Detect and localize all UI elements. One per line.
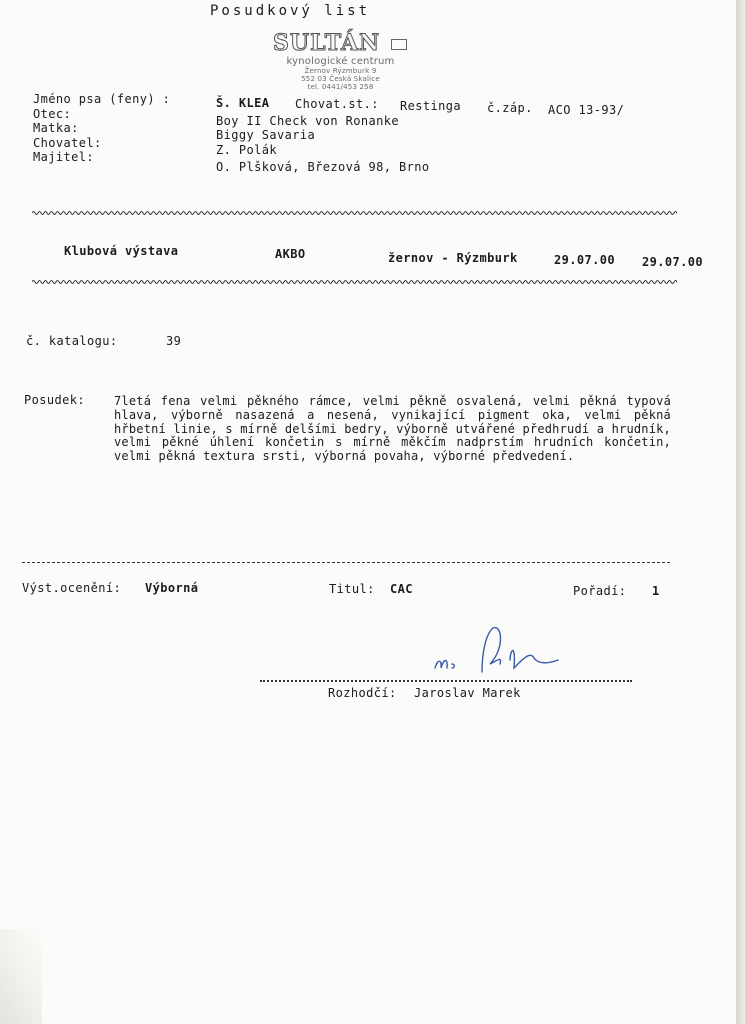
catalog-number: 39 bbox=[166, 334, 182, 348]
show-club: AKBO bbox=[275, 247, 306, 261]
rank-label: Pořadí: bbox=[573, 584, 627, 598]
judge-name: Jaroslav Marek bbox=[414, 686, 521, 700]
registration-label: č.záp. bbox=[487, 101, 533, 115]
dam-value: Biggy Savaria bbox=[216, 128, 316, 142]
judge-signature bbox=[430, 620, 570, 680]
dog-name-label: Jméno psa (feny) : bbox=[33, 92, 171, 106]
title-label: Titul: bbox=[329, 582, 375, 596]
title-value: CAC bbox=[390, 582, 413, 596]
stamp-line-2: Žernov Rýzmburk 9 bbox=[304, 67, 377, 75]
show-date-to: 29.07.00 bbox=[642, 255, 703, 269]
wavy-separator-bottom bbox=[32, 279, 677, 285]
owner-label: Majitel: bbox=[33, 150, 94, 164]
stamp-line-1: kynologické centrum bbox=[286, 56, 395, 67]
registration-value: ACO 13-93/ bbox=[548, 103, 625, 117]
dashed-separator bbox=[22, 562, 670, 563]
sire-value: Boy II Check von Ronanke bbox=[216, 114, 399, 128]
stamp-line-3: 552 03 Česká Skalice bbox=[301, 75, 380, 83]
stamp-logo-box bbox=[391, 39, 407, 50]
show-place: žernov - Rýzmburk bbox=[388, 251, 518, 265]
kennel-value: Restinga bbox=[400, 99, 461, 113]
folded-corner bbox=[0, 929, 42, 1024]
sire-label: Otec: bbox=[33, 107, 72, 121]
page-edge-shadow bbox=[736, 0, 745, 1024]
owner-value: O. Plšková, Březová 98, Brno bbox=[216, 160, 430, 174]
rating-label: Výst.ocenění: bbox=[22, 581, 122, 595]
dam-label: Matka: bbox=[33, 121, 79, 135]
kennel-stamp bbox=[268, 30, 413, 92]
signature-line bbox=[260, 680, 632, 682]
breeder-value: Z. Polák bbox=[216, 143, 277, 157]
dog-name-value: Š. KLEA bbox=[216, 96, 270, 110]
wavy-separator-top bbox=[32, 210, 677, 216]
judge-label: Rozhodčí: bbox=[328, 686, 397, 700]
show-date-from: 29.07.00 bbox=[554, 253, 615, 267]
verdict-label: Posudek: bbox=[24, 393, 85, 407]
show-type: Klubová výstava bbox=[64, 244, 179, 258]
rank-value: 1 bbox=[652, 584, 660, 598]
stamp-logo: SULTÁN bbox=[273, 30, 381, 56]
document-title: Posudkový list bbox=[210, 3, 371, 19]
catalog-label: č. katalogu: bbox=[26, 334, 118, 348]
rating-value: Výborná bbox=[145, 581, 199, 595]
breeder-label: Chovatel: bbox=[33, 136, 102, 150]
verdict-text: 7letá fena velmi pěkného rámce, velmi pěkně osvalená, velmi pěkná typová hlava, výborně nasazená a nesená, vynikající pigment oka, velmi pěkná hřbetní linie, s mírně delšími bedry, výborně utvářené předhrudí a hrudník, velmi pěkné úhlení končetin s mírně měkčím nadprstím hrudních končetin, velmi pěkná textura srsti, výborná povaha, výborné předvedení. bbox=[114, 394, 671, 464]
stamp-line-4: tel. 0441/453 258 bbox=[307, 83, 374, 91]
kennel-label: Chovat.st.: bbox=[295, 97, 379, 111]
